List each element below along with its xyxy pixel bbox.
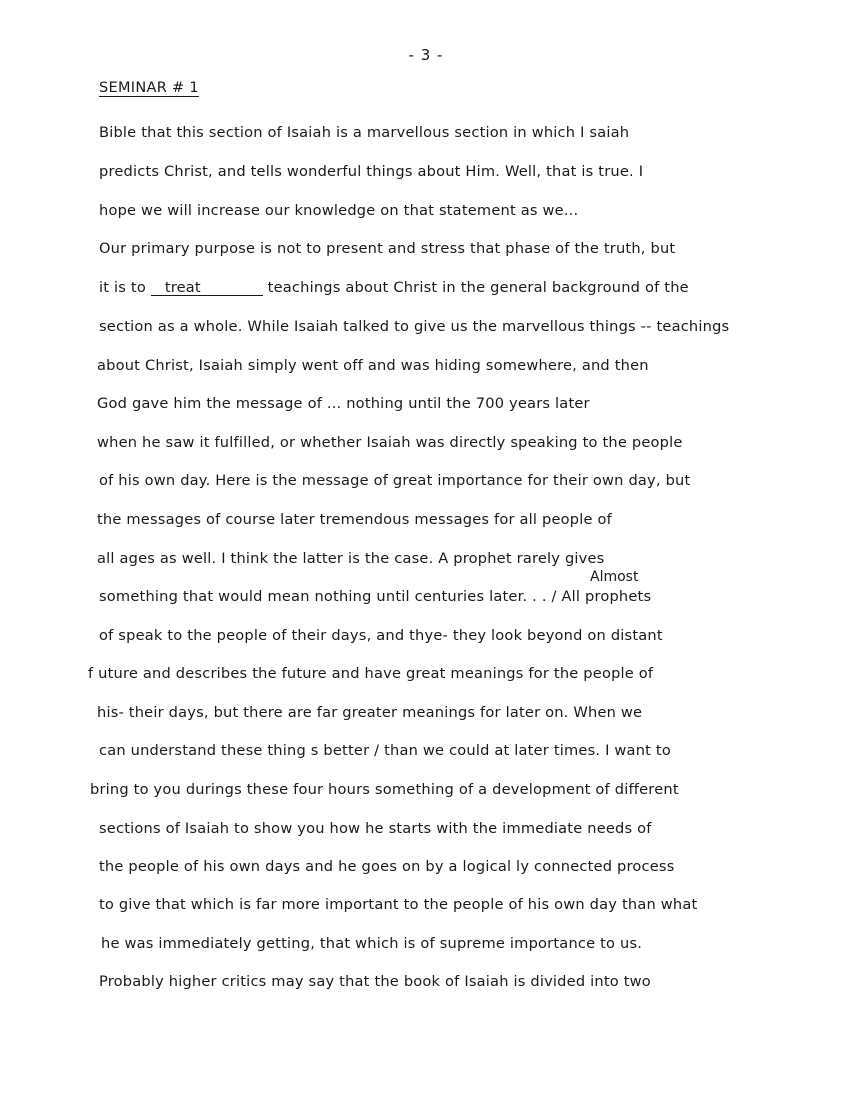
body-line-15: f uture and describes the future and have great meanings for the people of <box>88 665 654 682</box>
body-line-20: the people of his own days and he goes on by a logical ly connected process <box>99 858 675 875</box>
body-line-17: can understand these thing s better / than we could at later times. I want to <box>99 742 671 759</box>
body-line-5 <box>99 279 689 296</box>
body-line-13: something that would mean nothing until centuries later. . . / All prophets <box>99 588 652 605</box>
body-line-12: all ages as well. I think the latter is the case. A prophet rarely gives <box>97 550 605 567</box>
body-line-1: Bible that this section of Isaiah is a marvellous section in which I saiah <box>99 124 630 141</box>
body-line-7: about Christ, Isaiah simply went off and was hiding somewhere, and then <box>97 357 649 374</box>
body-line-19: sections of Isaiah to show you how he starts with the immediate needs of <box>99 820 652 837</box>
body-line-16: his- their days, but there are far greater meanings for later on. When we <box>97 704 643 721</box>
body-line-6: section as a whole. While Isaiah talked to give us the marvellous things -- teachings <box>99 318 730 335</box>
seminar-heading: SEMINAR # 1 <box>99 80 199 96</box>
body-line-14: of speak to the people of their days, and thye- they look beyond on distant <box>99 627 663 644</box>
handwritten-insert-almost: Almost <box>590 569 639 585</box>
body-line-3: hope we will increase our knowledge on that statement as we... <box>99 202 579 219</box>
body-line-23: Probably higher critics may say that the book of Isaiah is divided into two <box>99 973 651 990</box>
filled-blank: treat <box>151 280 263 296</box>
body-line-8: God gave him the message of ... nothing until the 700 years later <box>97 395 590 412</box>
body-line-21: to give that which is far more important to the people of his own day than what <box>99 896 698 913</box>
body-line-2: predicts Christ, and tells wonderful things about Him. Well, that is true. I <box>99 163 644 180</box>
body-line-11: the messages of course later tremendous messages for all people of <box>97 511 612 528</box>
body-line-5-before: it is to <box>99 279 151 296</box>
body-line-18: bring to you durings these four hours something of a development of different <box>90 781 679 798</box>
body-line-10: of his own day. Here is the message of great importance for their own day, but <box>99 472 691 489</box>
body-line-22: he was immediately getting, that which is of supreme importance to us. <box>101 935 643 952</box>
body-line-5-after: teachings about Christ in the general background of the <box>262 279 689 296</box>
body-line-9: when he saw it fulfilled, or whether Isaiah was directly speaking to the people <box>97 434 683 451</box>
page-number: - 3 - <box>408 46 444 64</box>
body-line-4: Our primary purpose is not to present and stress that phase of the truth, but <box>99 240 676 257</box>
